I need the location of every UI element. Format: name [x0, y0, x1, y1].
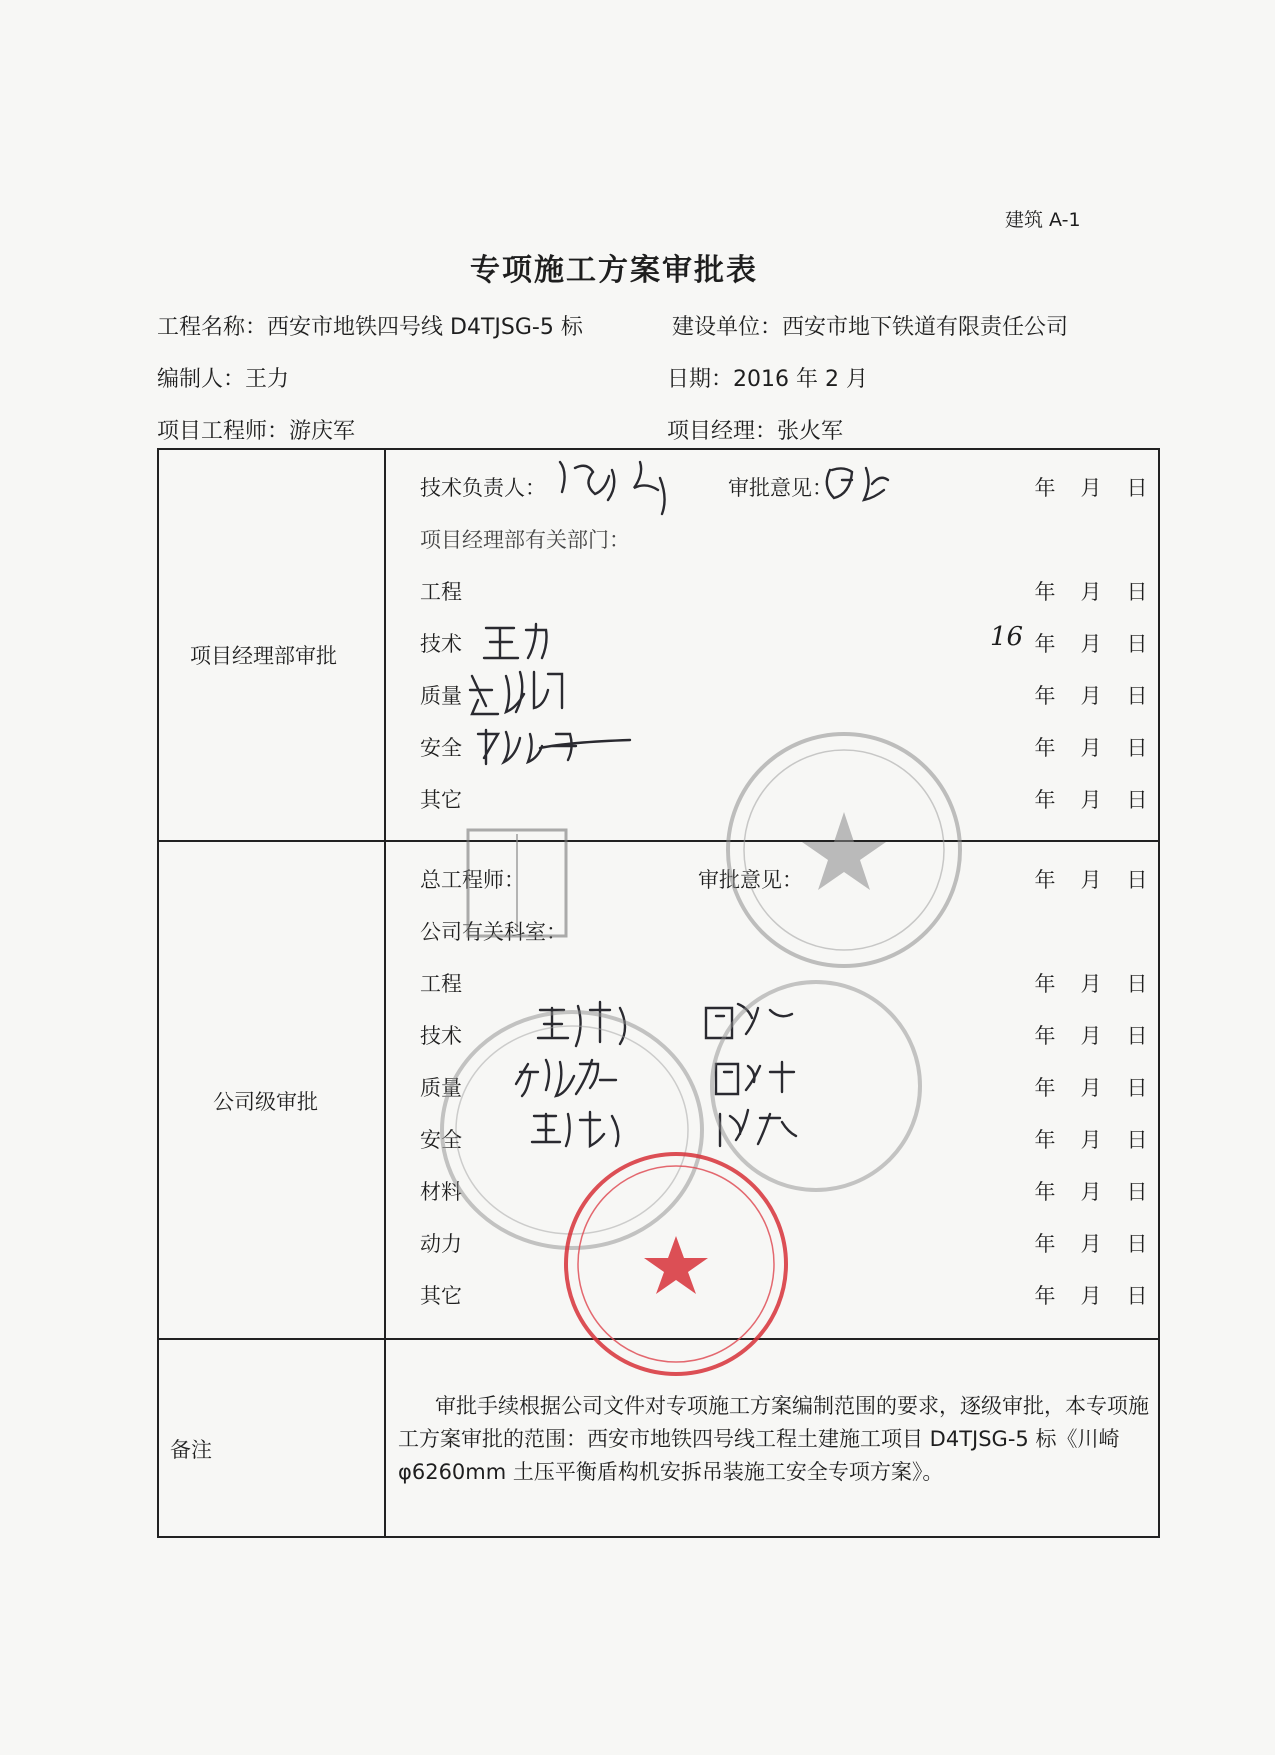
date-label: 日期： [667, 367, 734, 392]
company-tech-seal-red [566, 1154, 786, 1374]
engineer-value: 游庆军 [289, 419, 356, 444]
project-name-value: 西安市地铁四号线 D4TJSG-5 标 [267, 315, 583, 340]
section1-row-label: 工程 [420, 580, 462, 604]
section2-row-date: 年 月 日 [1034, 1284, 1148, 1308]
section2-row-label: 技术 [420, 1024, 462, 1048]
section1-row-date: 年 月 日 [1034, 736, 1148, 760]
section1-row-label: 技术 [420, 632, 462, 656]
section1-row-label: 安全 [420, 736, 462, 760]
company-tech-seal-gray [712, 982, 920, 1190]
owner-value: 西安市地下铁道有限责任公司 [782, 315, 1069, 340]
owner-label: 建设单位： [672, 315, 783, 340]
section1-row-date: 年 月 日 [1034, 788, 1148, 812]
remarks-label: 备注 [170, 1438, 212, 1462]
section2-row-label: 安全 [420, 1128, 462, 1152]
form-code: 建筑 A-1 [1005, 209, 1081, 231]
page-title: 专项施工方案审批表 [470, 253, 758, 288]
section2-category: 公司级审批 [213, 1090, 318, 1114]
section1-row-label: 质量 [420, 684, 462, 708]
section2-row-label: 动力 [420, 1232, 462, 1256]
section2-row-label: 其它 [420, 1284, 462, 1308]
section2-chief-date: 年 月 日 [1034, 868, 1148, 892]
section1-dept-label: 项目经理部有关部门： [420, 528, 630, 552]
section1-category: 项目经理部审批 [190, 644, 337, 668]
author-value: 王力 [245, 367, 290, 392]
handwritten-year: 16 [990, 622, 1024, 652]
section2-row-date: 年 月 日 [1034, 972, 1148, 996]
section2-row-label: 质量 [420, 1076, 462, 1100]
author-label: 编制人： [157, 367, 246, 392]
project-name-label: 工程名称： [157, 315, 268, 340]
section1-row-date: 年 月 日 [1034, 632, 1148, 656]
tech-lead-label: 技术负责人： [420, 476, 546, 500]
section1-row-label: 其它 [420, 788, 462, 812]
section2-row-label: 工程 [420, 972, 462, 996]
section2-row-label: 材料 [420, 1180, 462, 1204]
section2-row-date: 年 月 日 [1034, 1076, 1148, 1100]
section1-row-date: 年 月 日 [1034, 684, 1148, 708]
section2-row-date: 年 月 日 [1034, 1180, 1148, 1204]
chief-engineer-name-stamp [468, 830, 566, 936]
chief-engineer-label: 总工程师： [420, 868, 525, 892]
section2-row-date: 年 月 日 [1034, 1128, 1148, 1152]
engineer-label: 项目工程师： [157, 419, 290, 444]
manager-label: 项目经理： [667, 419, 778, 444]
section2-row-date: 年 月 日 [1034, 1024, 1148, 1048]
section2-opinion-label: 审批意见： [698, 868, 803, 892]
section2-dept-label: 公司有关科室： [420, 920, 567, 944]
section1-opinion-label: 审批意见： [728, 476, 833, 500]
section2-row-date: 年 月 日 [1034, 1232, 1148, 1256]
manager-value: 张火军 [777, 419, 844, 444]
section1-tech-lead-date: 年 月 日 [1034, 476, 1148, 500]
section1-row-date: 年 月 日 [1034, 580, 1148, 604]
company-quality-seal [442, 1012, 702, 1248]
date-value: 2016 年 2 月 [733, 367, 868, 392]
project-seal [728, 734, 960, 966]
remarks-text: 审批手续根据公司文件对专项施工方案编制范围的要求，逐级审批，本专项施工方案审批的范围：西安市地铁四号线工程土建施工项目 D4TJSG-5 标《川崎φ6260mm 土压平衡盾构机安拆吊装施工安全专项方案》。 [398, 1394, 1149, 1484]
